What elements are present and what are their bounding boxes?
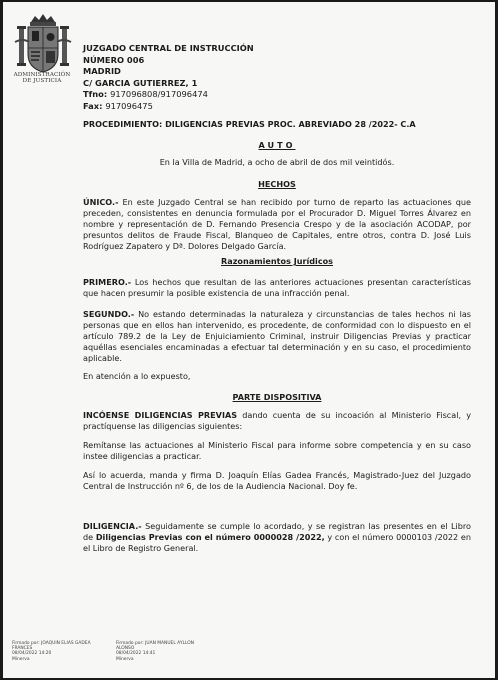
diligencia-text-2: y con el número 0000103 /2022 en el Libro de Registro General. bbox=[83, 532, 471, 553]
fax-value: 917096475 bbox=[105, 100, 153, 111]
signature-line: 08/04/2022 14:20 bbox=[12, 651, 52, 657]
signature-line: 08/04/2022 14:41 bbox=[116, 651, 156, 657]
primero-lead: PRIMERO.- bbox=[83, 277, 132, 287]
diligencia-paragraph bbox=[83, 521, 471, 554]
auto-title: AUTO bbox=[258, 140, 296, 150]
court-city: MADRID bbox=[83, 66, 121, 76]
phone-line bbox=[83, 89, 254, 101]
segundo-paragraph bbox=[83, 309, 471, 364]
hechos-title: HECHOS bbox=[258, 179, 296, 189]
signature-line: Minerva bbox=[116, 656, 134, 662]
razonamientos-title: Razonamientos Jurídicos bbox=[221, 256, 333, 266]
procedure-line: PROCEDIMIENTO: DILIGENCIAS PREVIAS PROC. ABREVIADO 28 /2022- C.A bbox=[83, 119, 416, 129]
primero-paragraph bbox=[83, 277, 471, 299]
remit-paragraph: Remítanse las actuaciones al Ministerio Fiscal para informe sobre competencia y en su caso instee diligencias a practicar. bbox=[83, 440, 471, 461]
crest-caption: ADMINISTRACIÓN DE JUSTICIA bbox=[13, 72, 71, 85]
dispositiva-paragraph bbox=[83, 410, 471, 432]
hechos-paragraph bbox=[83, 197, 471, 252]
dispositiva-lead: INCÓENSE DILIGENCIAS PREVIAS bbox=[83, 410, 238, 420]
signature-line: Firmado por: JUAN MANUEL AYLLON bbox=[116, 641, 194, 646]
signature-block-2 bbox=[116, 641, 194, 662]
signature-line: Minerva bbox=[12, 656, 30, 662]
dispositiva-text: dando cuenta de su incoación al Ministerio Fiscal, y practíquense las diligencias siguientes: bbox=[83, 410, 471, 431]
diligencia-lead: DILIGENCIA.- bbox=[83, 521, 142, 531]
primero-text: Los hechos que resultan de las anteriores actuaciones presentan características que hacen presumir la posible existencia de una infracción penal. bbox=[83, 277, 471, 298]
fax-label: Fax: bbox=[83, 100, 103, 111]
place-date: En la Villa de Madrid, a ocho de abril de dos mil veintidós. bbox=[159, 157, 395, 167]
court-header bbox=[83, 43, 254, 112]
signature-line: FRANCES bbox=[12, 646, 33, 652]
diligencia-bold: Diligencias Previas con el número 0000028 /2022, bbox=[95, 532, 325, 542]
court-number: NÚMERO 006 bbox=[83, 54, 145, 65]
signature-line: Firmado por: JOAQUIN ELIAS GADEA bbox=[12, 641, 91, 646]
fax-line bbox=[83, 101, 254, 113]
signature-line: ALONSO bbox=[116, 646, 135, 652]
phone-label: Tfno: bbox=[83, 89, 108, 99]
segundo-lead: SEGUNDO.- bbox=[83, 309, 135, 319]
diligencia-text-1: Seguidamente se cumple lo acordado, y se registran las presentes en el Libro de bbox=[83, 521, 471, 542]
segundo-text: No estando determinadas la naturaleza y circunstancias de tales hechos ni las personas que en ellos han intervenido, es procedente, de conformidad con lo dispuesto en el artículo 789.2 de la Ley de Enjuiciamiento Criminal, instruir Diligencias Previas y practicar aquéllas esenciales encaminadas a efectuar tal determinación y en su caso, el procedimiento aplicable. bbox=[83, 309, 471, 363]
court-name: JUZGADO CENTRAL DE INSTRUCCIÓN bbox=[83, 43, 254, 53]
attention-line: En atención a lo expuesto, bbox=[83, 371, 191, 381]
court-street: C/ GARCIA GUTIERREZ, 1 bbox=[83, 77, 198, 88]
document-page bbox=[3, 2, 495, 678]
signature-block-1 bbox=[12, 641, 91, 662]
phone-value: 917096808/917096474 bbox=[110, 89, 208, 99]
dispositiva-title: PARTE DISPOSITIVA bbox=[232, 392, 322, 402]
hechos-text: En este Juzgado Central se han recibido por turno de reparto las actuaciones que preceden, consistentes en denuncia formulada por el Procurador D. Miguel Torres Álvarez en nombre y representación de D. Fernando Presencia Crespo y de la asociación ACODAP, por presuntos delitos de Fraude Fiscal, Blanqueo de Capitales, entre otros, contra D. José Luis Rodríguez Zapatero y Dª. Dolores Delgado García. bbox=[83, 197, 471, 251]
signoff-paragraph: Así lo acuerda, manda y firma D. Joaquín Elías Gadea Francés, Magistrado-Juez del Juzgado Central de Instrucción nº 6, de los de la Audiencia Nacional. Doy fe. bbox=[83, 470, 471, 491]
hechos-lead: ÚNICO.- bbox=[83, 197, 119, 207]
